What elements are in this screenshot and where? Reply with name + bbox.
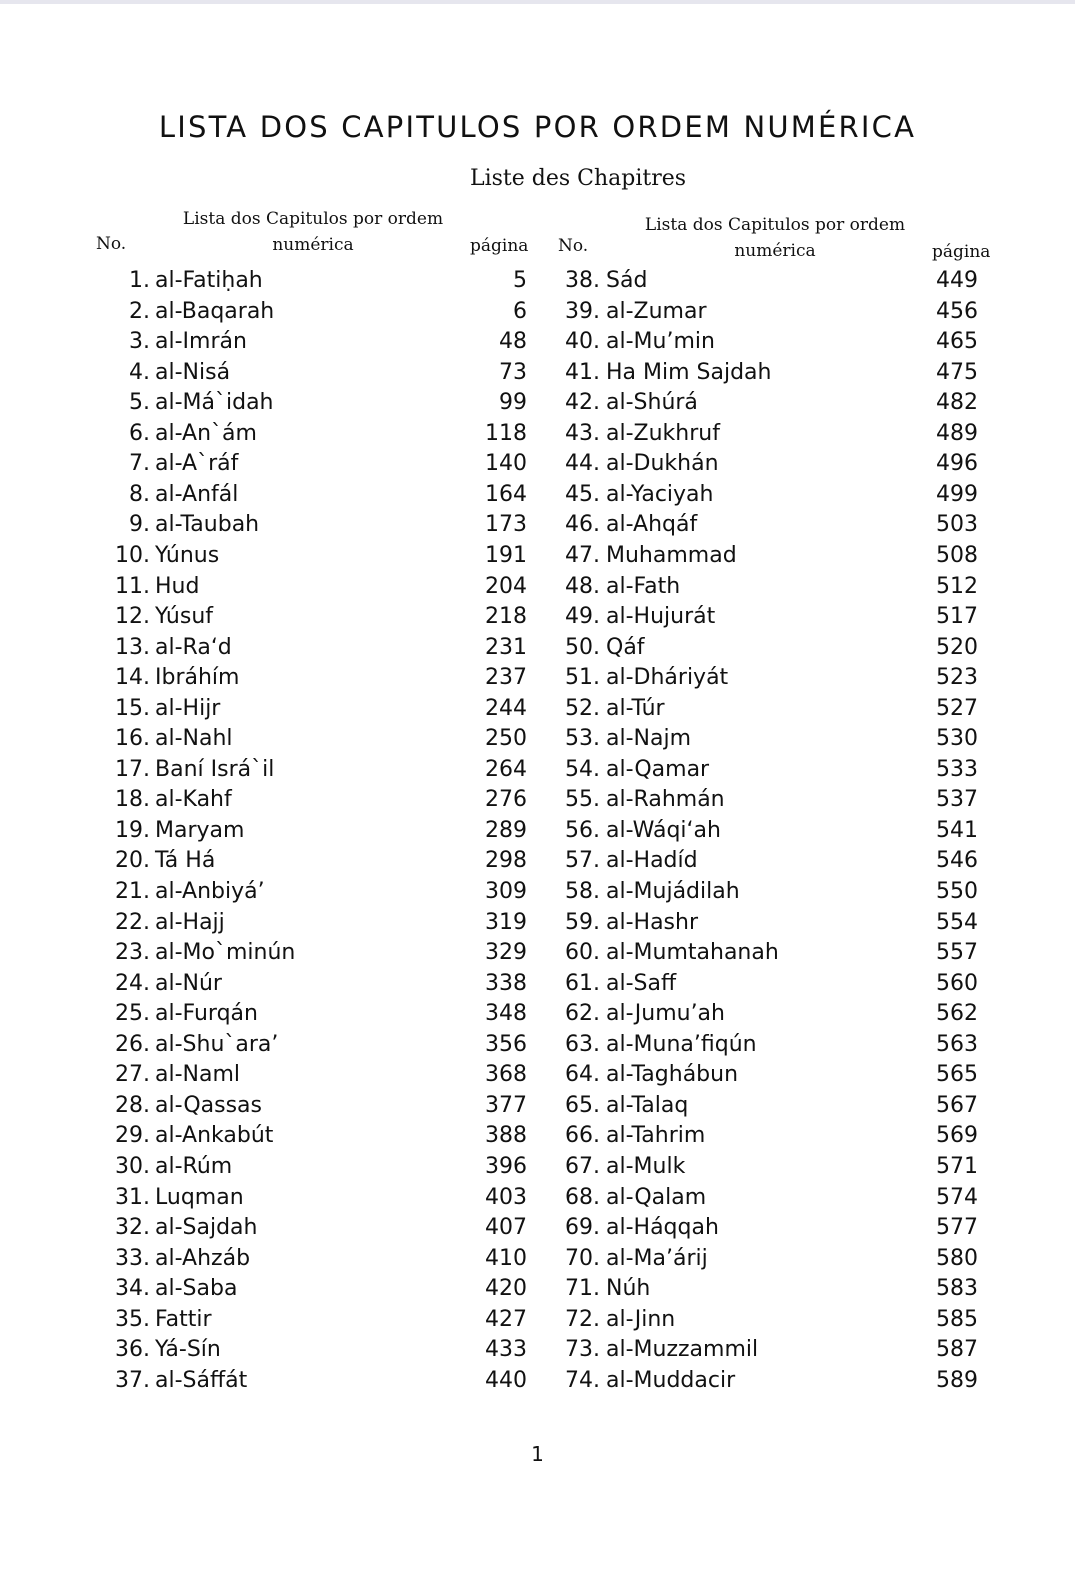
right-header-list-line1: Lista dos Capitulos por ordem [644, 215, 906, 235]
chapter-page: 377 [485, 1092, 527, 1118]
chapter-page: 427 [485, 1306, 527, 1332]
chapter-page: 567 [936, 1092, 978, 1118]
chapter-name: al-Ahzáb [155, 1245, 251, 1271]
chapter-page: 309 [485, 879, 527, 904]
chapter-number: 45. [565, 481, 600, 507]
chapter-number: 14. [115, 665, 150, 691]
chapter-page: 563 [936, 1031, 978, 1057]
chapter-name: al-Anbiyá’ [155, 879, 265, 904]
chapter-page: 410 [485, 1245, 527, 1271]
chapter-number: 10. [115, 542, 150, 568]
chapter-page: 237 [485, 665, 527, 691]
chapter-row [0, 1244, 1075, 1274]
chapter-number: 44. [565, 451, 600, 477]
chapter-number: 21. [115, 879, 150, 904]
page-number: 1 [531, 1442, 544, 1466]
chapter-number: 2. [129, 298, 150, 324]
chapter-name: Núh [606, 1276, 651, 1302]
chapter-name: Yúsuf [155, 604, 214, 630]
chapter-number: 67. [565, 1153, 600, 1179]
chapter-page: 465 [936, 329, 978, 355]
chapter-name: al-Muddacir [606, 1367, 736, 1393]
chapter-number: 43. [565, 420, 600, 446]
chapter-page: 482 [936, 390, 978, 416]
chapter-number: 11. [115, 573, 150, 599]
chapter-number: 57. [565, 848, 600, 874]
chapter-name: al-Dháriyát [606, 665, 729, 691]
chapter-name: al-Ra‘d [155, 634, 232, 660]
chapter-number: 23. [115, 940, 150, 966]
chapter-name: Baní Isrá`il [155, 756, 275, 782]
chapter-name: Luqman [155, 1184, 244, 1210]
chapter-number: 60. [565, 940, 600, 966]
chapter-page: 530 [936, 726, 978, 752]
chapter-page: 508 [936, 542, 978, 568]
chapter-page: 356 [485, 1031, 527, 1057]
left-header-list-line2: numérica [272, 235, 354, 255]
chapter-row [0, 327, 1075, 357]
chapter-row [0, 663, 1075, 693]
chapter-number: 13. [115, 634, 150, 660]
chapter-name: al-Mulk [606, 1153, 686, 1179]
chapter-page: 533 [936, 756, 978, 782]
chapter-row [0, 1060, 1075, 1090]
chapter-row [0, 1183, 1075, 1213]
chapter-name: al-Shu`ara’ [155, 1031, 279, 1057]
chapter-number: 71. [565, 1276, 600, 1302]
chapter-name: al-Kahf [155, 787, 232, 813]
chapter-number: 27. [115, 1062, 150, 1088]
chapter-number: 59. [565, 909, 600, 935]
chapter-number: 53. [565, 726, 600, 752]
chapter-row [0, 510, 1075, 540]
chapter-name: al-Nahl [155, 726, 233, 752]
chapter-page: 338 [485, 970, 527, 996]
chapter-page: 574 [936, 1184, 978, 1210]
chapter-row [0, 388, 1075, 418]
left-header-page: página [470, 236, 529, 256]
top-border [0, 0, 1075, 4]
chapter-number: 72. [565, 1306, 600, 1332]
chapter-page: 348 [485, 1001, 527, 1027]
chapter-row [0, 419, 1075, 449]
chapter-row [0, 1305, 1075, 1335]
chapter-number: 58. [565, 879, 600, 904]
chapter-name: al-Hashr [606, 909, 699, 935]
chapter-number: 12. [115, 604, 150, 630]
chapter-name: al-Anfál [155, 481, 239, 507]
chapter-name: al-Fath [606, 573, 681, 599]
chapter-page: 368 [485, 1062, 527, 1088]
chapter-name: al-Wáqi‘ah [606, 817, 721, 843]
chapter-row [0, 938, 1075, 968]
chapter-number: 47. [565, 542, 600, 568]
chapter-name: al-Hujurát [606, 604, 716, 630]
chapter-page: 512 [936, 573, 978, 599]
chapter-name: Yá-Sín [155, 1337, 221, 1363]
chapter-name: Hud [155, 573, 200, 599]
chapter-name: al-Fatiḥah [155, 268, 263, 293]
chapter-row [0, 602, 1075, 632]
chapter-name: al-Ankabút [155, 1123, 274, 1149]
chapter-row [0, 297, 1075, 327]
chapter-row [0, 1335, 1075, 1365]
chapter-row [0, 694, 1075, 724]
chapter-number: 68. [565, 1184, 600, 1210]
chapter-name: al-Taubah [155, 512, 260, 538]
chapter-row [0, 1152, 1075, 1182]
chapter-row [0, 1030, 1075, 1060]
chapter-page: 264 [485, 756, 527, 782]
chapter-number: 63. [565, 1031, 600, 1057]
chapter-page: 565 [936, 1062, 978, 1088]
chapter-row [0, 969, 1075, 999]
chapter-page: 554 [936, 909, 978, 935]
chapter-row [0, 449, 1075, 479]
chapter-number: 65. [565, 1092, 600, 1118]
left-header-list [168, 206, 458, 258]
chapter-page: 520 [936, 634, 978, 660]
chapter-page: 527 [936, 695, 978, 721]
chapter-number: 22. [115, 909, 150, 935]
chapter-name: al-Sajdah [155, 1215, 258, 1241]
chapter-name: al-Tahrim [606, 1123, 706, 1149]
chapter-page: 73 [499, 359, 527, 385]
chapter-row [0, 755, 1075, 785]
chapter-page: 583 [936, 1276, 978, 1302]
chapter-name: al-Ma’árij [606, 1245, 708, 1271]
chapter-number: 17. [115, 756, 150, 782]
chapter-name: al-Najm [606, 726, 692, 752]
chapter-number: 36. [115, 1337, 150, 1363]
chapter-row [0, 572, 1075, 602]
chapter-page: 517 [936, 604, 978, 630]
chapter-page: 587 [936, 1337, 978, 1363]
chapter-row [0, 358, 1075, 388]
chapter-name: Yúnus [155, 542, 220, 568]
chapter-name: al-Jinn [606, 1306, 676, 1332]
right-header-no: No. [558, 236, 589, 256]
chapter-row [0, 1121, 1075, 1151]
chapter-name: al-Muzzammil [606, 1337, 759, 1363]
chapter-name: al-Rúm [155, 1153, 233, 1179]
chapter-name: al-Baqarah [155, 298, 275, 324]
chapter-name: Muhammad [606, 542, 737, 568]
chapter-name: al-Hajj [155, 909, 225, 935]
chapter-page: 403 [485, 1184, 527, 1210]
chapter-name: al-Taghábun [606, 1062, 739, 1088]
chapter-name: al-Muna’fiqún [606, 1031, 757, 1057]
chapter-row [0, 908, 1075, 938]
chapter-name: al-Má`idah [155, 390, 274, 416]
chapter-number: 40. [565, 329, 600, 355]
chapter-number: 55. [565, 787, 600, 813]
chapter-page: 562 [936, 1001, 978, 1027]
chapter-page: 560 [936, 970, 978, 996]
chapter-name: al-Hadíd [606, 848, 698, 874]
chapter-page: 48 [499, 329, 527, 355]
chapter-page: 537 [936, 787, 978, 813]
chapter-page: 244 [485, 695, 527, 721]
chapter-row [0, 877, 1075, 907]
chapter-name: al-Mu’min [606, 329, 715, 355]
chapter-row [0, 724, 1075, 754]
chapter-page: 499 [936, 481, 978, 507]
chapter-page: 388 [485, 1123, 527, 1149]
chapter-number: 15. [115, 695, 150, 721]
chapter-name: al-Nisá [155, 359, 231, 385]
chapter-name: Ha Mim Sajdah [606, 359, 772, 385]
chapter-name: al-Mumtahanah [606, 940, 779, 966]
chapter-number: 4. [129, 359, 150, 385]
chapter-name: Tá Há [155, 848, 216, 874]
chapter-page: 489 [936, 420, 978, 446]
chapter-page: 218 [485, 604, 527, 630]
chapter-name: al-Qamar [606, 756, 710, 782]
chapter-number: 9. [129, 512, 150, 538]
chapter-name: al-Dukhán [606, 451, 719, 477]
chapter-page: 5 [513, 268, 527, 293]
chapter-row [0, 1213, 1075, 1243]
chapter-page: 319 [485, 909, 527, 935]
chapter-page: 449 [936, 268, 978, 293]
chapter-number: 73. [565, 1337, 600, 1363]
chapter-number: 66. [565, 1123, 600, 1149]
chapter-page: 289 [485, 817, 527, 843]
chapter-row [0, 541, 1075, 571]
left-header-no: No. [96, 234, 127, 254]
chapter-number: 37. [115, 1367, 150, 1393]
chapter-page: 577 [936, 1215, 978, 1241]
chapter-number: 69. [565, 1215, 600, 1241]
chapter-page: 298 [485, 848, 527, 874]
chapter-page: 475 [936, 359, 978, 385]
chapter-page: 557 [936, 940, 978, 966]
chapter-number: 62. [565, 1001, 600, 1027]
chapter-row [0, 1274, 1075, 1304]
chapter-page: 6 [513, 298, 527, 324]
chapter-page: 420 [485, 1276, 527, 1302]
chapter-number: 50. [565, 634, 600, 660]
chapter-page: 580 [936, 1245, 978, 1271]
chapter-number: 41. [565, 359, 600, 385]
chapter-name: al-Saff [606, 970, 677, 996]
chapter-name: al-Naml [155, 1062, 241, 1088]
chapter-name: Ibráhím [155, 665, 240, 691]
chapter-page: 589 [936, 1367, 978, 1393]
chapter-page: 329 [485, 940, 527, 966]
left-header-list-line1: Lista dos Capitulos por ordem [182, 209, 444, 229]
chapter-page: 231 [485, 634, 527, 660]
chapter-row [0, 1366, 1075, 1396]
chapter-name: al-Imrán [155, 329, 247, 355]
chapter-number: 48. [565, 573, 600, 599]
chapter-number: 32. [115, 1215, 150, 1241]
chapter-name: al-Ahqáf [606, 512, 698, 538]
chapter-name: al-An`ám [155, 420, 257, 446]
chapter-number: 38. [565, 268, 600, 293]
chapter-number: 24. [115, 970, 150, 996]
chapter-number: 74. [565, 1367, 600, 1393]
chapter-name: Qáf [606, 634, 645, 660]
chapter-name: al-Yaciyah [606, 481, 714, 507]
chapter-number: 70. [565, 1245, 600, 1271]
chapter-page: 173 [485, 512, 527, 538]
chapter-number: 51. [565, 665, 600, 691]
chapter-name: al-Mo`minún [155, 940, 296, 966]
chapter-page: 546 [936, 848, 978, 874]
chapter-name: al-Zumar [606, 298, 707, 324]
chapter-page: 204 [485, 573, 527, 599]
chapter-page: 496 [936, 451, 978, 477]
chapter-row [0, 816, 1075, 846]
chapter-name: al-A`ráf [155, 451, 239, 477]
chapter-number: 31. [115, 1184, 150, 1210]
chapter-number: 25. [115, 1001, 150, 1027]
chapter-page: 140 [485, 451, 527, 477]
chapter-page: 118 [485, 420, 527, 446]
chapter-page: 164 [485, 481, 527, 507]
chapter-number: 8. [129, 481, 150, 507]
chapter-number: 16. [115, 726, 150, 752]
chapter-number: 7. [129, 451, 150, 477]
chapter-number: 39. [565, 298, 600, 324]
chapter-number: 29. [115, 1123, 150, 1149]
right-header-page: página [932, 242, 991, 262]
chapter-number: 46. [565, 512, 600, 538]
page-title: LISTA DOS CAPITULOS POR ORDEM NUMÉRICA [158, 110, 917, 144]
chapter-page: 571 [936, 1153, 978, 1179]
chapter-row [0, 846, 1075, 876]
chapter-row [0, 785, 1075, 815]
chapter-number: 18. [115, 787, 150, 813]
chapter-page: 503 [936, 512, 978, 538]
right-header-list [630, 212, 920, 264]
chapter-row [0, 266, 1075, 296]
chapter-number: 64. [565, 1062, 600, 1088]
chapter-number: 35. [115, 1306, 150, 1332]
chapter-page: 440 [485, 1367, 527, 1393]
chapter-name: al-Háqqah [606, 1215, 719, 1241]
chapter-number: 33. [115, 1245, 150, 1271]
right-header-list-line2: numérica [734, 241, 816, 261]
chapter-page: 456 [936, 298, 978, 324]
chapter-name: al-Furqán [155, 1001, 258, 1027]
chapter-page: 541 [936, 817, 978, 843]
chapter-number: 49. [565, 604, 600, 630]
chapter-name: al-Saba [155, 1276, 238, 1302]
chapter-row [0, 633, 1075, 663]
chapter-name: al-Sáffát [155, 1367, 248, 1393]
chapter-page: 523 [936, 665, 978, 691]
chapter-number: 5. [129, 390, 150, 416]
page-subtitle: Liste des Chapitres [470, 166, 687, 191]
chapter-name: Sád [606, 268, 648, 293]
chapter-name: al-Qalam [606, 1184, 707, 1210]
chapter-name: al-Shúrá [606, 390, 698, 416]
chapter-name: al-Mujádilah [606, 879, 740, 904]
chapter-number: 19. [115, 817, 150, 843]
chapter-name: al-Talaq [606, 1092, 689, 1118]
chapter-name: Fattir [155, 1306, 212, 1332]
chapter-row [0, 999, 1075, 1029]
chapter-page: 276 [485, 787, 527, 813]
chapter-page: 433 [485, 1337, 527, 1363]
chapter-name: al-Túr [606, 695, 665, 721]
chapter-number: 52. [565, 695, 600, 721]
chapter-number: 20. [115, 848, 150, 874]
chapter-number: 6. [129, 420, 150, 446]
chapter-name: Maryam [155, 817, 245, 843]
chapter-page: 396 [485, 1153, 527, 1179]
chapter-row [0, 1091, 1075, 1121]
chapter-number: 30. [115, 1153, 150, 1179]
chapter-page: 550 [936, 879, 978, 904]
chapter-page: 191 [485, 542, 527, 568]
chapter-name: al-Zukhruf [606, 420, 720, 446]
chapter-page: 250 [485, 726, 527, 752]
chapter-page: 585 [936, 1306, 978, 1332]
chapter-name: al-Qassas [155, 1092, 263, 1118]
chapter-page: 99 [499, 390, 527, 416]
chapter-number: 3. [129, 329, 150, 355]
chapter-number: 34. [115, 1276, 150, 1302]
chapter-name: al-Núr [155, 970, 222, 996]
chapter-row [0, 480, 1075, 510]
chapter-number: 26. [115, 1031, 150, 1057]
chapter-page: 569 [936, 1123, 978, 1149]
chapter-page: 407 [485, 1215, 527, 1241]
chapter-number: 56. [565, 817, 600, 843]
chapter-number: 42. [565, 390, 600, 416]
chapter-name: al-Hijr [155, 695, 221, 721]
chapter-number: 54. [565, 756, 600, 782]
chapter-number: 1. [129, 268, 150, 293]
chapter-number: 61. [565, 970, 600, 996]
chapter-name: al-Rahmán [606, 787, 725, 813]
chapter-name: al-Jumu’ah [606, 1001, 725, 1027]
chapter-number: 28. [115, 1092, 150, 1118]
